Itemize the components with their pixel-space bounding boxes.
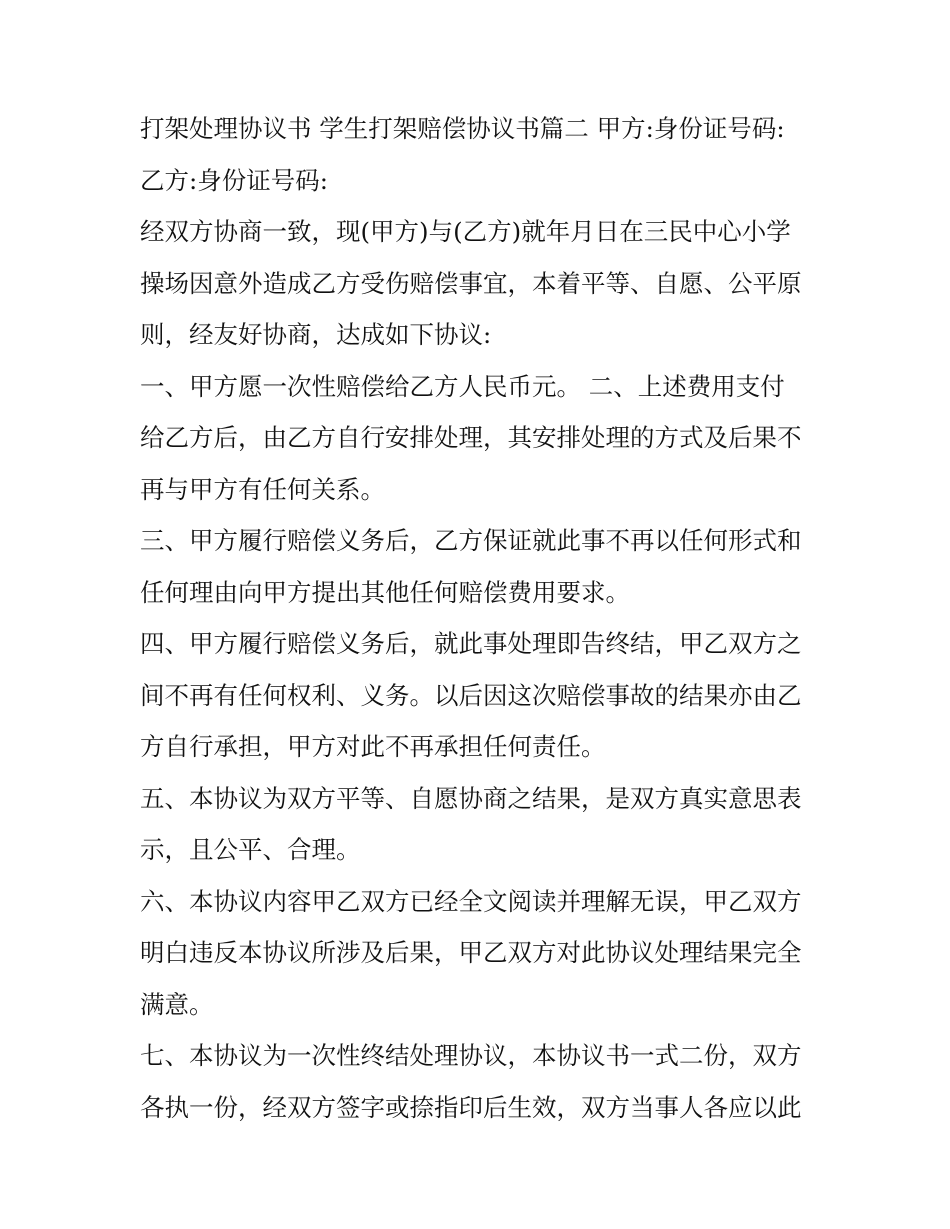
- text-line-20: 各执一份，经双方签字或捺指印后生效，双方当事人各应以此: [140, 1092, 802, 1122]
- text-line-14: 五、本协议为双方平等、自愿协商之结果，是双方真实意思表: [140, 783, 802, 813]
- text-line-5: 则，经友好协商，达成如下协议:: [140, 320, 492, 349]
- text-line-10: 任何理由向甲方提出其他任何赔偿费用要求。: [140, 577, 630, 607]
- text-line-9: 三、甲方履行赔偿义务后，乙方保证就此事不再以任何形式和: [140, 526, 802, 555]
- text-line-19: 七、本协议为一次性终结处理协议，本协议书一式二份，双方: [140, 1041, 802, 1070]
- text-line-18: 满意。: [140, 989, 214, 1019]
- text-line-8: 再与甲方有任何关系。: [140, 474, 385, 504]
- text-line-2: 乙方:身份证号码:: [140, 165, 329, 195]
- text-line-3: 经双方协商一致，现(甲方)与(乙方)就年月日在三民中心小学: [140, 217, 791, 246]
- text-line-13: 方自行承担，甲方对此不再承担任何责任。: [140, 732, 606, 761]
- text-line-11: 四、甲方履行赔偿义务后，就此事处理即告终结，甲乙双方之: [140, 629, 802, 658]
- text-line-15: 示，且公平、合理。: [140, 835, 361, 864]
- text-line-4: 操场因意外造成乙方受伤赔偿事宜，本着平等、自愿、公平原: [140, 268, 802, 298]
- text-line-6: 一、甲方愿一次性赔偿给乙方人民币元。 二、上述费用支付: [140, 371, 785, 401]
- text-line-17: 明白违反本协议所涉及后果，甲乙双方对此协议处理结果完全: [140, 938, 802, 967]
- document-body: [140, 103, 820, 1133]
- text-line-12: 间不再有任何权利、义务。以后因这次赔偿事故的结果亦由乙: [140, 680, 802, 710]
- text-line-16: 六、本协议内容甲乙双方已经全文阅读并理解无误，甲乙双方: [140, 886, 802, 916]
- text-line-7: 给乙方后，由乙方自行安排处理，其安排处理的方式及后果不: [140, 423, 802, 452]
- text-line-1: 打架处理协议书 学生打架赔偿协议书篇二 甲方:身份证号码:: [140, 114, 785, 143]
